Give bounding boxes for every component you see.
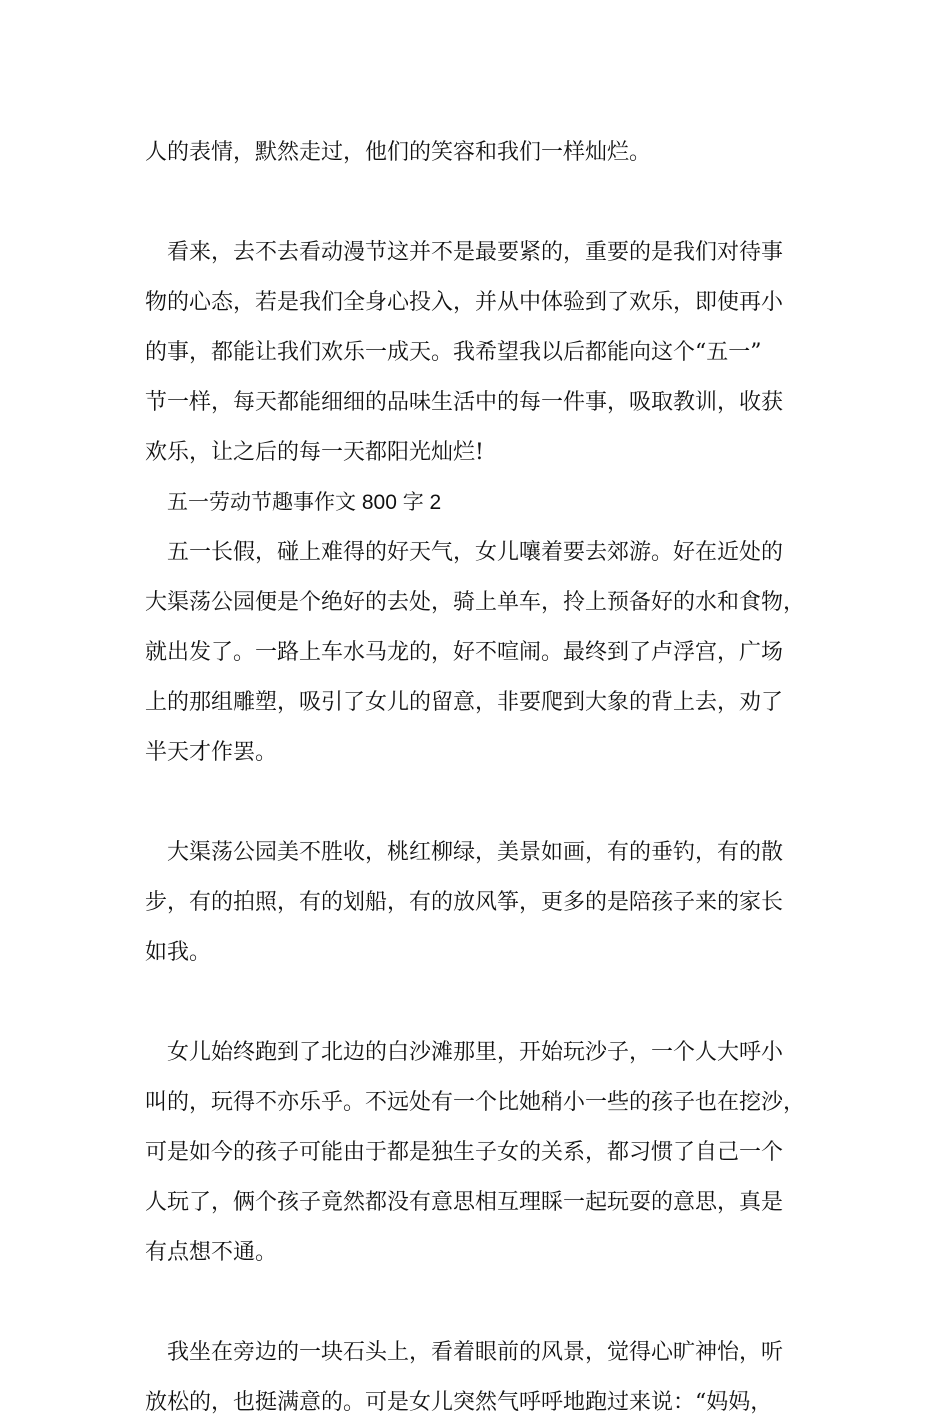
text-line: 我坐在旁边的一块石头上，看着眼前的风景，觉得心旷神怡，听 bbox=[167, 1340, 784, 1365]
paragraph-gap bbox=[145, 178, 825, 228]
text-line: 节一样，每天都能细细的品味生活中的每一件事，吸取教训，收获 bbox=[145, 390, 784, 415]
text-line: 女儿始终跑到了北边的白沙滩那里，开始玩沙子，一个人大呼小 bbox=[167, 1040, 784, 1065]
text-line: 有点想不通。 bbox=[145, 1240, 278, 1265]
paragraph-conclusion bbox=[145, 228, 825, 478]
text-line: 大渠荡公园便是个绝好的去处，骑上单车，拎上预备好的水和食物， bbox=[145, 590, 806, 615]
text-line: 的事，都能让我们欢乐一成天。我希望我以后都能向这个“五一” bbox=[145, 340, 762, 365]
paragraph-outing bbox=[145, 528, 825, 778]
paragraph-sand bbox=[145, 1028, 825, 1278]
text-line: 欢乐，让之后的每一天都阳光灿烂! bbox=[145, 440, 484, 465]
paragraph-gap bbox=[145, 778, 825, 828]
text-line: 步，有的拍照，有的划船，有的放风筝，更多的是陪孩子来的家长 bbox=[145, 890, 784, 915]
text-line: 人玩了，俩个孩子竟然都没有意思相互理睬一起玩耍的意思，真是 bbox=[145, 1190, 784, 1215]
text-line: 半天才作罢。 bbox=[145, 740, 278, 765]
text-line: 可是如今的孩子可能由于都是独生子女的关系，都习惯了自己一个 bbox=[145, 1140, 784, 1165]
section-heading: 五一劳动节趣事作文 800 字 2 bbox=[167, 491, 442, 514]
text-line: 人的表情，默然走过，他们的笑容和我们一样灿烂。 bbox=[145, 140, 652, 165]
text-line: 大渠荡公园美不胜收，桃红柳绿，美景如画，有的垂钓，有的散 bbox=[167, 840, 784, 865]
text-line: 物的心态，若是我们全身心投入，并从中体验到了欢乐，即使再小 bbox=[145, 290, 784, 315]
paragraph-rock bbox=[145, 1328, 825, 1428]
document-page bbox=[145, 128, 825, 1428]
text-line: 叫的，玩得不亦乐乎。不远处有一个比她稍小一些的孩子也在挖沙， bbox=[145, 1090, 806, 1115]
text-line: 上的那组雕塑，吸引了女儿的留意，非要爬到大象的背上去，劝了 bbox=[145, 690, 784, 715]
text-line: 就出发了。一路上车水马龙的，好不喧闹。最终到了卢浮宫，广场 bbox=[145, 640, 784, 665]
paragraph-continuation bbox=[145, 128, 825, 178]
text-line: 看来，去不去看动漫节这并不是最要紧的，重要的是我们对待事 bbox=[167, 240, 784, 265]
paragraph-gap bbox=[145, 1278, 825, 1328]
paragraph-park bbox=[145, 828, 825, 978]
paragraph-gap bbox=[145, 978, 825, 1028]
text-line: 放松的，也挺满意的。可是女儿突然气呼呼地跑过来说：“妈妈， bbox=[145, 1390, 773, 1415]
text-line: 如我。 bbox=[145, 940, 212, 965]
text-line: 五一长假，碰上难得的好天气，女儿嚷着要去郊游。好在近处的 bbox=[167, 540, 784, 565]
